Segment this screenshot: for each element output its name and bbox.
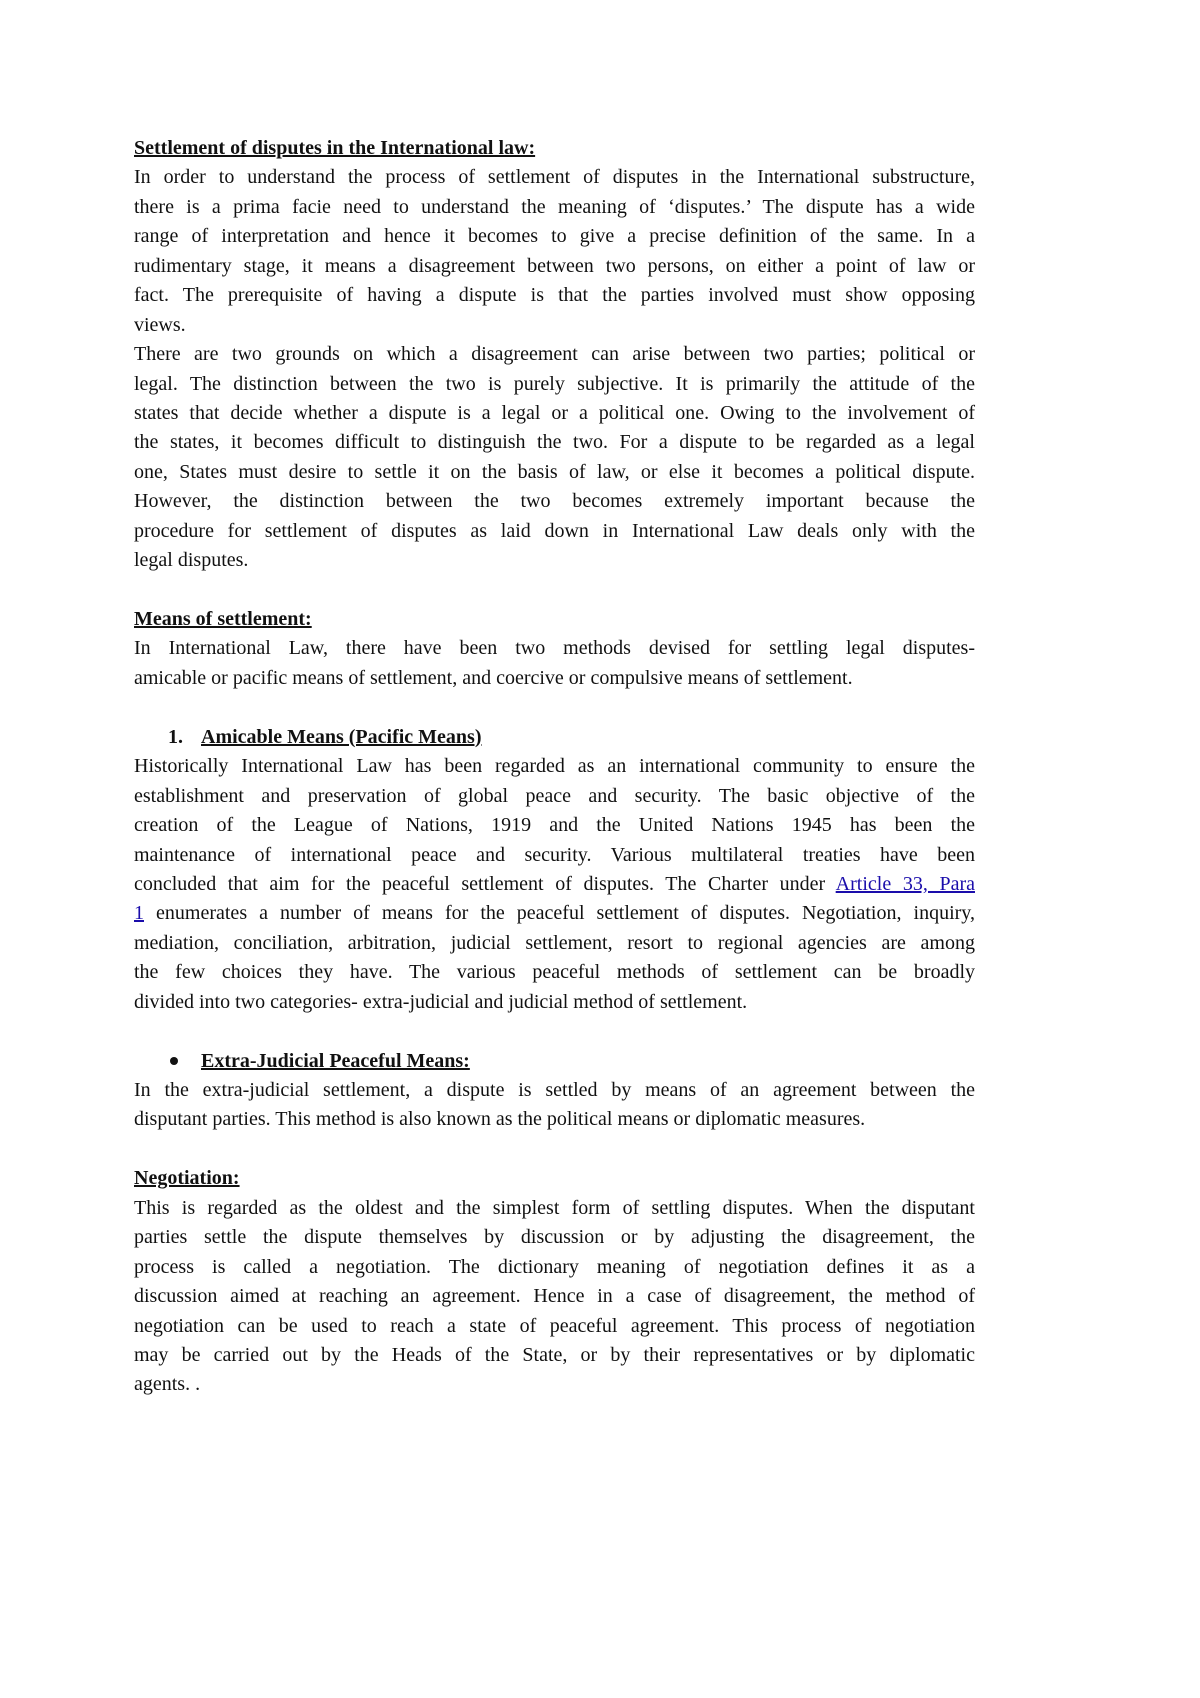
bullet-icon bbox=[134, 1057, 201, 1065]
text-line: Historically International Law has been regarded as an international community to ensure the bbox=[134, 755, 975, 778]
text-line: process is called a negotiation. The dictionary meaning of negotiation defines it as a bbox=[134, 1255, 975, 1278]
paragraph-means bbox=[134, 634, 975, 693]
text-line: negotiation can be used to reach a state of peaceful agreement. This process of negotiation bbox=[134, 1314, 975, 1337]
text-line: creation of the League of Nations, 1919 and the United Nations 1945 has been the bbox=[134, 814, 975, 837]
text-line: there is a prima facie need to understand the meaning of ‘disputes.’ The dispute has a wide bbox=[134, 195, 975, 218]
numbered-item-amicable bbox=[134, 723, 975, 752]
text-line: the few choices they have. The various peaceful methods of settlement can be broadly bbox=[134, 961, 975, 984]
text-line: mediation, conciliation, arbitration, judicial settlement, resort to regional agencies are among bbox=[134, 931, 975, 954]
text-line: In order to understand the process of settlement of disputes in the International substructure, bbox=[134, 166, 975, 189]
paragraph-amicable-rest bbox=[134, 929, 975, 1017]
text-span: enumerates a number of means for the peaceful settlement of disputes. Negotiation, inquiry, bbox=[144, 902, 975, 925]
text-line: There are two grounds on which a disagreement can arise between two parties; political or bbox=[134, 343, 975, 366]
paragraph-amicable bbox=[134, 752, 975, 1017]
list-number: 1. bbox=[168, 725, 183, 748]
blank-line bbox=[134, 693, 975, 722]
negotiation-heading: Negotiation: bbox=[134, 1167, 240, 1190]
text-line: agents. . bbox=[134, 1373, 201, 1396]
text-line: discussion aimed at reaching an agreement. Hence in a case of disagreement, the method of bbox=[134, 1285, 975, 1308]
document-page bbox=[134, 134, 975, 1400]
text-line: parties settle the dispute themselves by discussion or by adjusting the disagreement, the bbox=[134, 1226, 975, 1249]
text-line: rudimentary stage, it means a disagreement between two persons, on either a point of law or bbox=[134, 254, 975, 277]
text-line: fact. The prerequisite of having a dispute is that the parties involved must show opposing bbox=[134, 284, 975, 307]
article-33-link[interactable]: Article 33, Para bbox=[835, 872, 975, 895]
text-line: legal. The distinction between the two is purely subjective. It is primarily the attitude of the bbox=[134, 372, 975, 395]
bullet-item-extra-judicial bbox=[134, 1047, 975, 1076]
text-line bbox=[134, 870, 975, 899]
text-span: concluded that aim for the peaceful settlement of disputes. The Charter under bbox=[134, 872, 836, 895]
text-line: procedure for settlement of disputes as laid down in International Law deals only with the bbox=[134, 519, 975, 542]
text-line bbox=[134, 899, 975, 928]
text-line: However, the distinction between the two becomes extremely important because the bbox=[134, 490, 975, 513]
paragraph-negotiation bbox=[134, 1194, 975, 1400]
section-title: Settlement of disputes in the International law: bbox=[134, 137, 536, 159]
text-line: establishment and preservation of global peace and security. The basic objective of the bbox=[134, 784, 975, 807]
paragraph-disputes-meaning bbox=[134, 163, 975, 340]
text-line: one, States must desire to settle it on the basis of law, or else it becomes a political dispute. bbox=[134, 460, 975, 483]
blank-line bbox=[134, 1135, 975, 1164]
paragraph-amicable-lines bbox=[134, 752, 975, 870]
text-line: This is regarded as the oldest and the simplest form of settling disputes. When the disputant bbox=[134, 1196, 975, 1219]
paragraph-extra-judicial bbox=[134, 1076, 975, 1135]
text-line: may be carried out by the Heads of the State, or by their representatives or by diplomatic bbox=[134, 1343, 975, 1366]
text-line: the states, it becomes difficult to distinguish the two. For a dispute to be regarded as a legal bbox=[134, 431, 975, 454]
blank-line bbox=[134, 576, 975, 605]
text-line: views. bbox=[134, 313, 186, 336]
text-line: In International Law, there have been two methods devised for settling legal disputes- bbox=[134, 637, 975, 660]
amicable-heading: Amicable Means (Pacific Means) bbox=[201, 725, 482, 748]
text-line: amicable or pacific means of settlement, and coercive or compulsive means of settlement. bbox=[134, 666, 853, 689]
text-line: disputant parties. This method is also known as the political means or diplomatic measures. bbox=[134, 1108, 866, 1131]
text-line: range of interpretation and hence it becomes to give a precise definition of the same. In a bbox=[134, 225, 975, 248]
text-line: divided into two categories- extra-judicial and judicial method of settlement. bbox=[134, 990, 748, 1013]
text-line: legal disputes. bbox=[134, 549, 249, 572]
paragraph-grounds bbox=[134, 340, 975, 576]
means-heading: Means of settlement: bbox=[134, 608, 312, 630]
extra-judicial-heading: Extra-Judicial Peaceful Means: bbox=[201, 1049, 470, 1072]
article-33-link-continued[interactable]: 1 bbox=[134, 902, 144, 925]
text-line: maintenance of international peace and security. Various multilateral treaties have been bbox=[134, 843, 975, 866]
text-line: In the extra-judicial settlement, a dispute is settled by means of an agreement between the bbox=[134, 1079, 975, 1102]
blank-line bbox=[134, 1017, 975, 1046]
text-line: states that decide whether a dispute is a legal or a political one. Owing to the involvement of bbox=[134, 401, 975, 424]
